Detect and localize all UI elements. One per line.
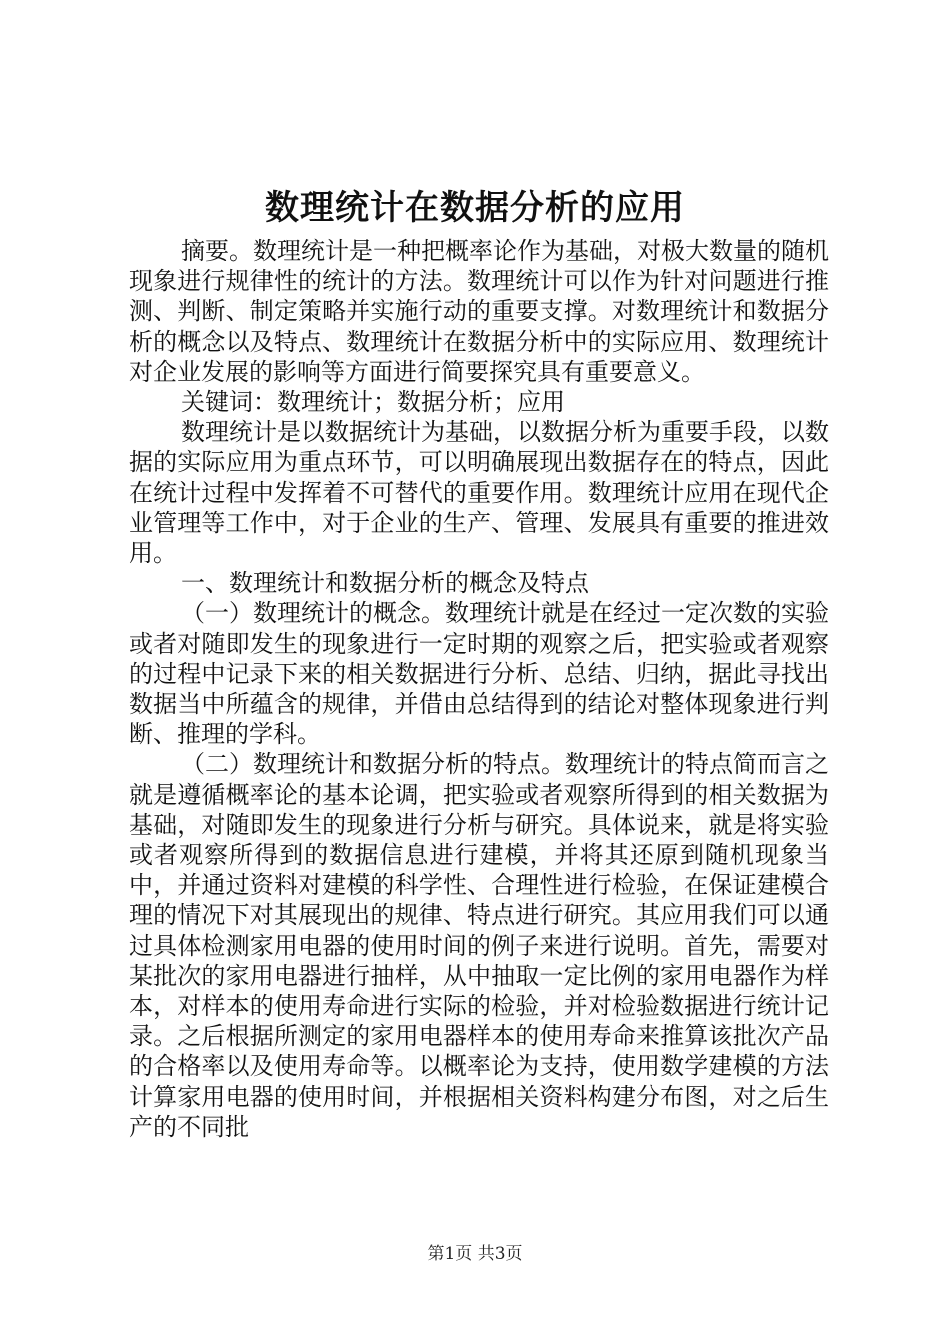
page-footer: 第1页 共3页 [427, 1244, 523, 1264]
keywords-paragraph: 关键词：数理统计；数据分析；应用 [181, 388, 565, 417]
document-body [129, 236, 829, 1142]
subsection-features-paragraph: （二）数理统计和数据分析的特点。数理统计的特点简而言之就是遵循概率论的基本论调，把实验或者观察所得到的相关数据为基础，对随即发生的现象进行分析与研究。具体说来，就是将实验或者观察所得到的数据信息进行建模，并将其还原到随机现象当中，并通过资料对建模的科学性、合理性进行检验，在保证建模合理的情况下对其展现出的规律、特点进行研究。其应用我们可以通过具体检测家用电器的使用时间的例子来进行说明。首先，需要对某批次的家用电器进行抽样，从中抽取一定比例的家用电器作为样本，对样本的使用寿命进行实际的检验，并对检验数据进行统计记录。之后根据所测定的家用电器样本的使用寿命来推算该批次产品的合格率以及使用寿命等。以概率论为支持，使用数学建模的方法计算家用电器的使用时间，并根据相关资料构建分布图，对之后生产的不同批 [129, 750, 829, 1141]
intro-paragraph: 数理统计是以数据统计为基础，以数据分析为重要手段，以数据的实际应用为重点环节，可以明确展现出数据存在的特点，因此在统计过程中发挥着不可替代的重要作用。数理统计应用在现代企业管理等工作中，对于企业的生产、管理、发展具有重要的推进效用。 [129, 418, 829, 568]
subsection-concept-paragraph: （一）数理统计的概念。数理统计就是在经过一定次数的实验或者对随即发生的现象进行一定时期的观察之后，把实验或者观察的过程中记录下来的相关数据进行分析、总结、归纳，据此寻找出数据当中所蕴含的规律，并借由总结得到的结论对整体现象进行判断、推理的学科。 [129, 599, 829, 749]
section-heading-1: 一、数理统计和数据分析的概念及特点 [181, 569, 589, 598]
document-title: 数理统计在数据分析的应用 [265, 188, 685, 228]
abstract-paragraph: 摘要。数理统计是一种把概率论作为基础，对极大数量的随机现象进行规律性的统计的方法。数理统计可以作为针对问题进行推测、判断、制定策略并实施行动的重要支撑。对数理统计和数据分析的概念以及特点、数理统计在数据分析中的实际应用、数理统计对企业发展的影响等方面进行简要探究具有重要意义。 [129, 237, 829, 386]
